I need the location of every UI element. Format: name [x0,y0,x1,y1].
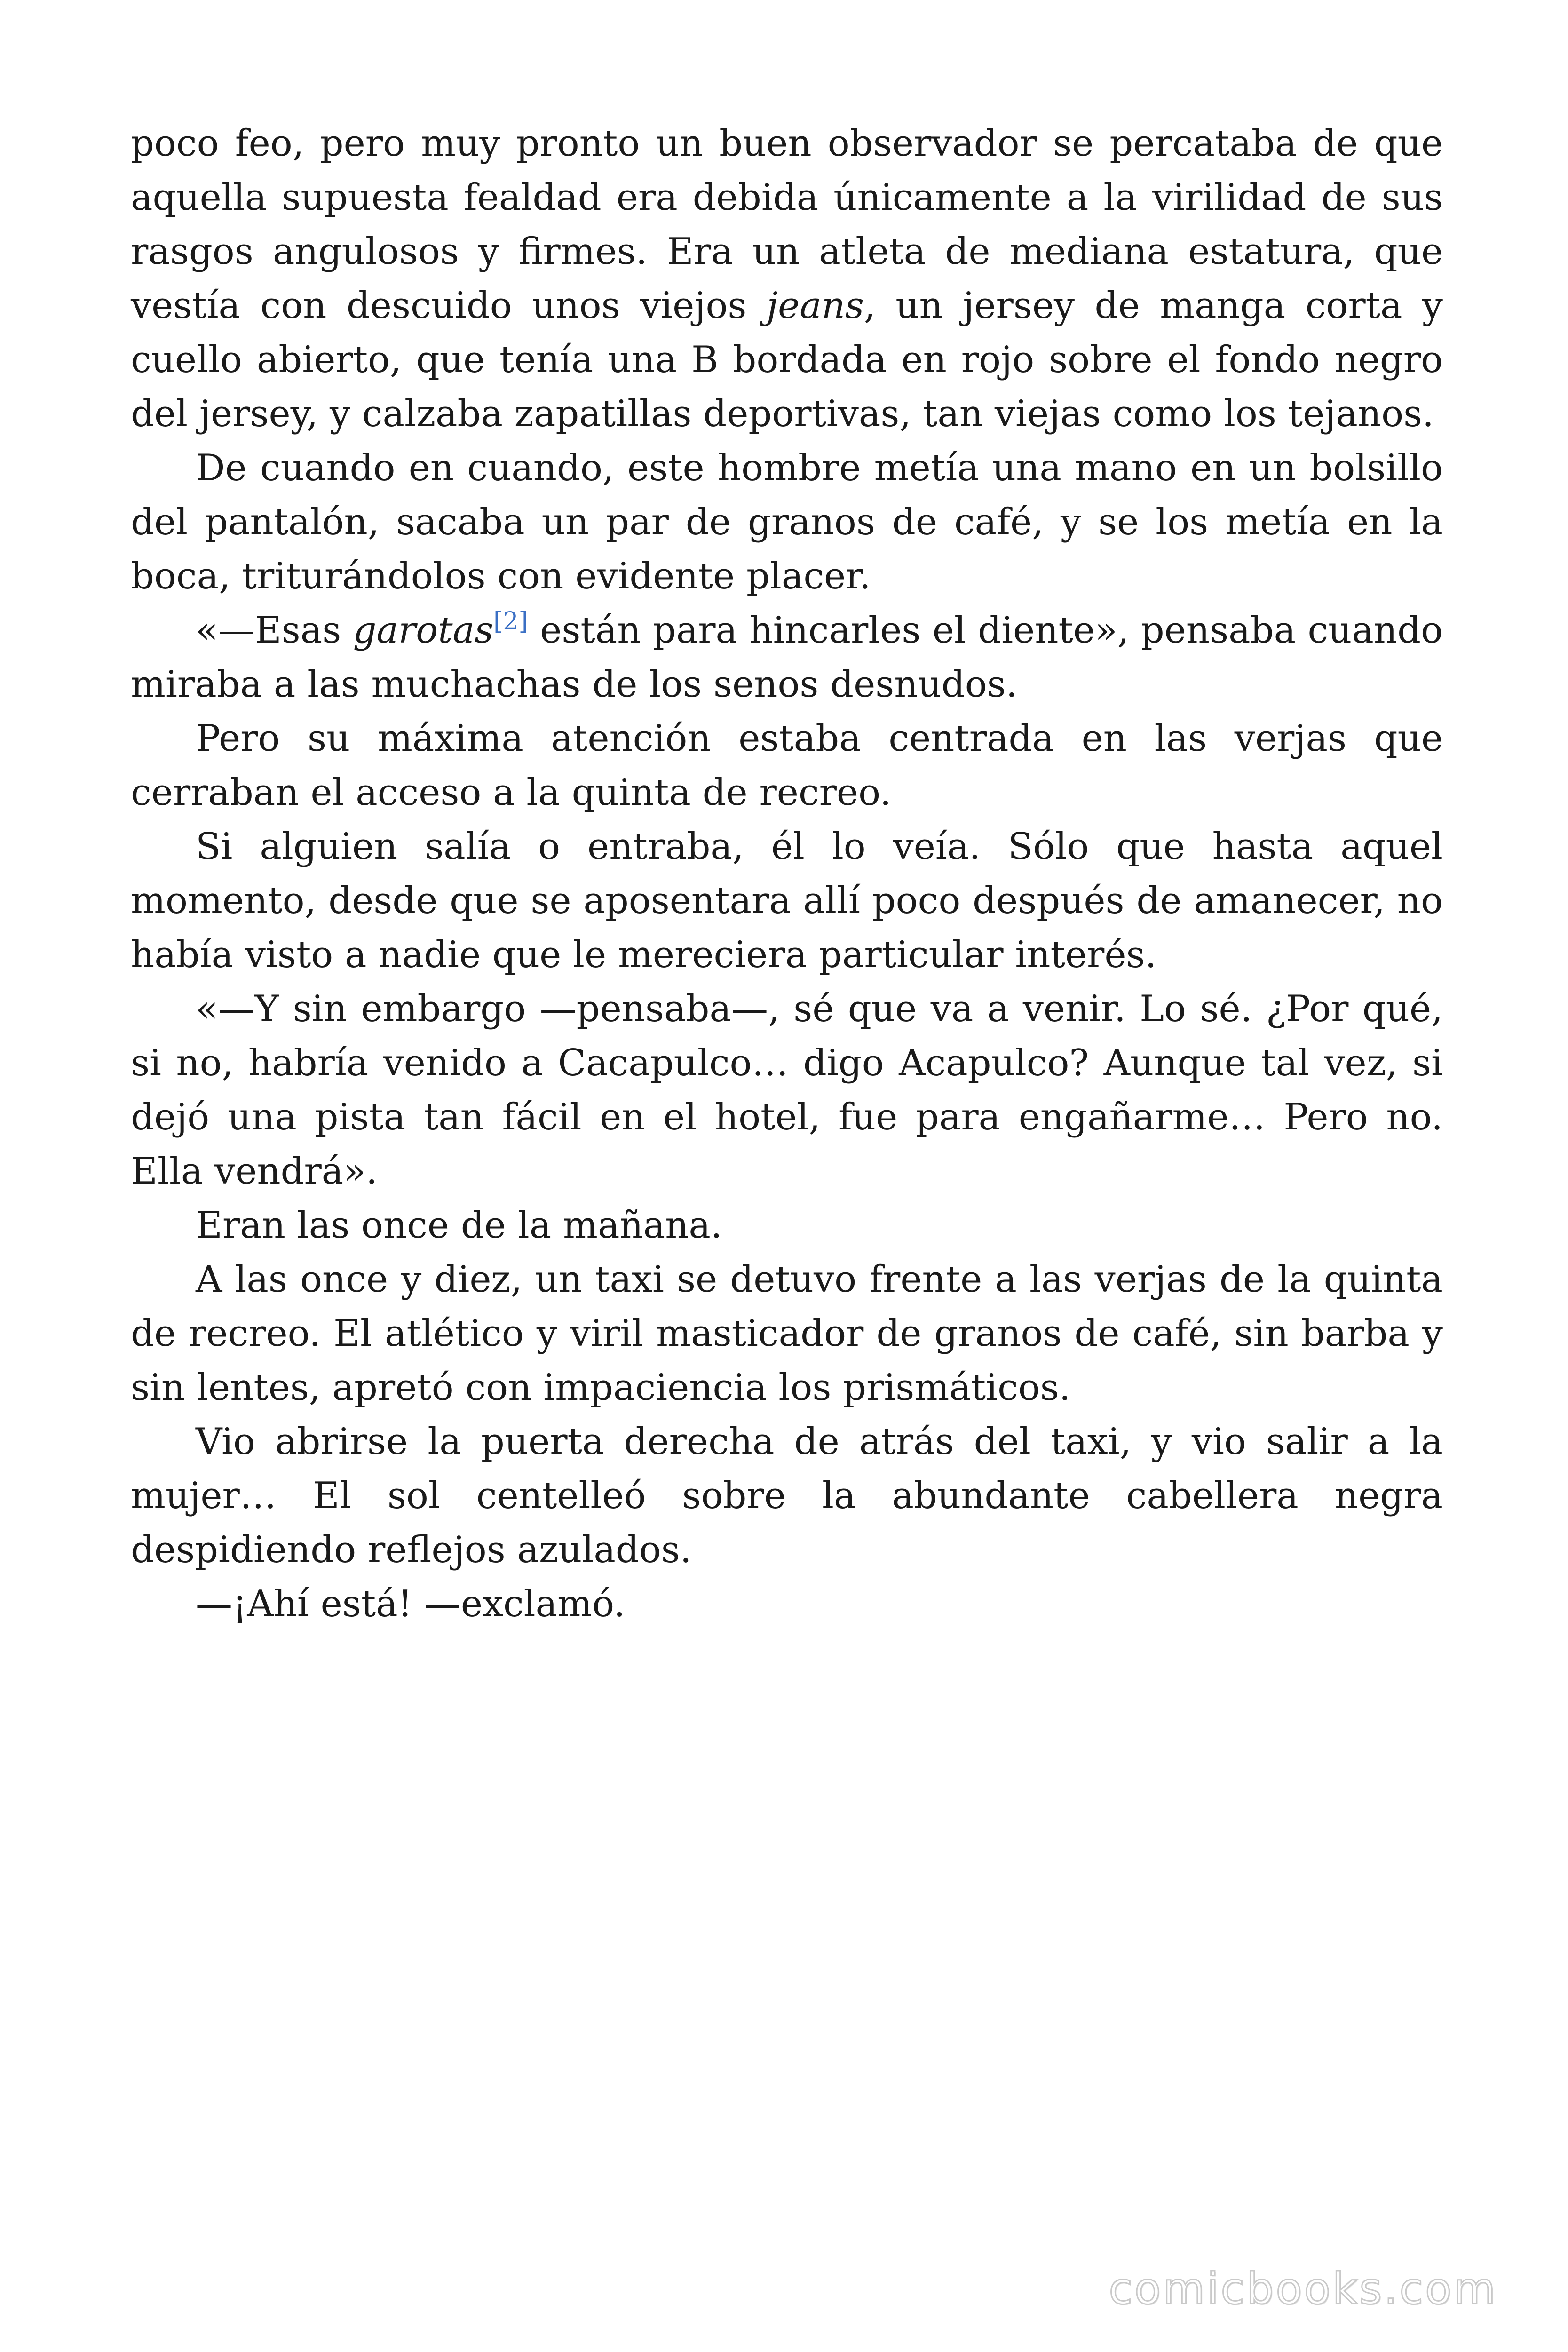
paragraph [131,1415,1443,1577]
book-page [131,117,1443,1631]
paragraph [131,1253,1443,1415]
paragraph [131,820,1443,982]
paragraph [131,1199,1443,1253]
text-run: están para hincarles el diente», pensaba cuando miraba a las muchachas de los senos desnudos. [131,609,1443,706]
text-run: Si alguien salía o entraba, él lo veía. Sólo que hasta aquel momento, desde que se aposentara allí poco después de amanecer, no había visto a nadie que le mereciera particular interés. [131,826,1443,976]
text-run: «—Y sin embargo —pensaba—, sé que va a venir. Lo sé. ¿Por qué, si no, habría venido a Cacapulco… digo Acapulco? Aunque tal vez, si dejó una pista tan fácil en el hotel, fue para engañarme… Pero no. Ella vendrá». [131,988,1443,1192]
paragraph [131,117,1443,441]
paragraph [131,982,1443,1199]
italic-text: garotas [353,609,494,652]
paragraph [131,712,1443,820]
italic-text: jeans [766,285,864,327]
body-text [131,117,1443,1631]
text-run: «—Esas [196,609,353,652]
text-run: A las once y diez, un taxi se detuvo frente a las verjas de la quinta de recreo. El atlético y viril masticador de granos de café, sin barba y sin lentes, apretó con impaciencia los prismáticos. [131,1258,1443,1409]
text-run: poco feo, pero muy pronto un buen observador se percataba de que aquella supuesta fealdad era debida únicamente a la virilidad de sus rasgos angulosos y firmes. Era un atleta de mediana estatura, que vestía con descuido unos viejos [131,122,1443,327]
text-run: Vio abrirse la puerta derecha de atrás del taxi, y vio salir a la mujer… El sol centelleó sobre la abundante cabellera negra despidiendo reflejos azulados. [131,1421,1443,1571]
text-run: Eran las once de la mañana. [196,1204,722,1247]
paragraph [131,604,1443,712]
watermark: comicbooks.com [1109,2264,1497,2314]
text-run: De cuando en cuando, este hombre metía una mano en un bolsillo del pantalón, sacaba un par de granos de café, y se los metía en la boca, triturándolos con evidente placer. [131,447,1443,597]
footnote-reference-link[interactable]: [2] [493,607,528,636]
text-run: —¡Ahí está! —exclamó. [196,1583,626,1625]
text-run: , un jersey de manga corta y cuello abierto, que tenía una B bordada en rojo sobre el fondo negro del jersey, y calzaba zapatillas deportivas, tan viejas como los tejanos. [131,285,1443,435]
text-run: Pero su máxima atención estaba centrada en las verjas que cerraban el acceso a la quinta de recreo. [131,717,1443,814]
paragraph [131,441,1443,604]
paragraph [131,1577,1443,1631]
